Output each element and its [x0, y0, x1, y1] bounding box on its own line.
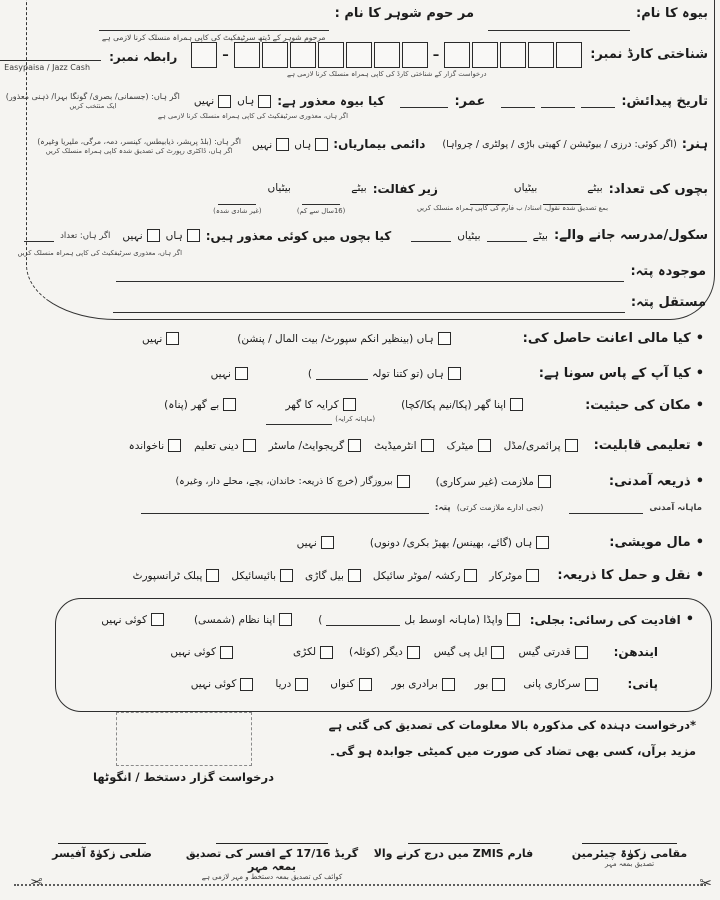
education-label: • تعلیمی قابلیت: — [593, 438, 691, 453]
scissors-icon: ✂ — [699, 874, 712, 892]
row-electricity — [101, 612, 694, 627]
cnic-dash: – — [222, 47, 229, 63]
water-well-checkbox[interactable] — [359, 678, 372, 691]
water-govt-checkbox[interactable] — [585, 678, 598, 691]
contact-label: رابطہ نمبر: — [109, 50, 178, 64]
fuel-gas-checkbox[interactable] — [575, 646, 588, 659]
age-label: عمر: — [454, 93, 486, 109]
income-job-label: ملازمت (غیر سرکاری) — [435, 475, 534, 488]
signatory-district-officer — [36, 843, 168, 860]
no-label: نہیں — [193, 95, 215, 107]
transport-bicycle-checkbox[interactable] — [280, 569, 293, 582]
verification-note-line2: مزید برآں، کسی بھی تضاد کی صورت میں کمیٹی جوابدہ ہو گی۔ — [329, 744, 696, 758]
dob-month-field[interactable] — [541, 95, 575, 108]
yes-label: ہاں — [294, 138, 312, 151]
signature-line[interactable] — [58, 843, 146, 844]
disease-yes-checkbox[interactable] — [315, 138, 328, 151]
row-skill-disease — [37, 137, 708, 155]
monthly-income-label: ماہانہ آمدنی — [649, 503, 702, 513]
row-livestock — [297, 535, 704, 550]
signatory-grade-officer — [172, 843, 372, 881]
signatory-local-chairman — [552, 843, 707, 868]
school-sons-field[interactable] — [487, 229, 527, 242]
edu-illiterate-label: ناخواندہ — [128, 439, 165, 452]
cnic-digit-cell[interactable] — [444, 42, 470, 68]
daughters-label: بیٹیاں — [267, 182, 291, 194]
disease-options: اگر ہاں: (بلڈ پریشر، ذیابیطس، کینسر، دمہ، مرگی، ملیریا وغیرہ) — [37, 137, 241, 146]
disease-note: اگر ہاں، ڈاکٹری رپورٹ کی تصدیق شدہ کاپی ہمراہ منسلک کریں — [45, 147, 233, 155]
aid-no-checkbox[interactable] — [166, 332, 179, 345]
edu-graduate-label: گریجوایٹ/ ماسٹر — [268, 439, 345, 452]
water-community-bore-checkbox[interactable] — [442, 678, 455, 691]
monthly-income-field[interactable] — [569, 501, 643, 514]
edu-religious-label: دینی تعلیم — [194, 439, 239, 452]
row-fuel — [170, 645, 658, 659]
row-school-disabled-children — [24, 228, 708, 243]
edu-primary-label: پرائمری/مڈل — [503, 439, 561, 452]
contact-field[interactable] — [0, 48, 101, 61]
fuel-none-label: کوئی نہیں — [170, 646, 217, 658]
livestock-yes-checkbox[interactable] — [536, 536, 549, 549]
house-own-label: اپنا گھر (پکا/نیم پکا/کچا) — [401, 398, 507, 411]
pick-one-note: ایک منتخب کریں — [69, 102, 117, 110]
husband-name-label: مر حوم شوہر کا نام : — [334, 6, 475, 21]
unmarried-note: (غیر شادی شدہ) — [213, 207, 262, 215]
edu-matric-checkbox[interactable] — [478, 439, 491, 452]
yes-label: ہاں — [237, 95, 255, 107]
water-govt-label: سرکاری پانی — [523, 678, 581, 690]
cnic-digit-cell[interactable] — [234, 42, 260, 68]
cnic-digit-cell[interactable] — [191, 42, 217, 68]
cnic-note: درخواست گزار کے شناختی کارڈ کی کاپی ہمراہ منسلک کرنا لازمی ہے — [286, 70, 487, 78]
water-bore-label: بور — [474, 678, 489, 690]
disease-label: دائمی بیماریاں: — [333, 137, 426, 151]
transport-car-label: موٹرکار — [489, 569, 523, 582]
school-daughters-field[interactable] — [411, 229, 451, 242]
dob-day-field[interactable] — [581, 95, 615, 108]
sons-label: بیٹے — [587, 182, 603, 194]
widow-name-label: بیوہ کا نام: — [636, 6, 708, 21]
cnic-digit-cell[interactable] — [402, 42, 428, 68]
house-homeless-checkbox[interactable] — [223, 398, 236, 411]
wallet-note: Easypaisa / Jazz Cash — [4, 63, 91, 72]
transport-car-checkbox[interactable] — [526, 569, 539, 582]
under16-note: (16سال سے کم) — [296, 207, 346, 215]
income-job-checkbox[interactable] — [538, 475, 551, 488]
income-address-field[interactable] — [141, 501, 429, 514]
electricity-wapda-checkbox[interactable] — [507, 613, 520, 626]
widow-disabled-options: اگر ہاں: (جسمانی/ بصری/ گونگا بہرا/ ذہنی معذور) — [5, 92, 180, 101]
daughters-label: بیٹیاں — [513, 182, 538, 194]
row-permanent-address — [113, 292, 706, 313]
transport-rickshaw-label: رکشہ /موٹر سائیکل — [372, 569, 461, 582]
electricity-none-label: کوئی نہیں — [101, 613, 147, 626]
utilities-label: • افادیت کی رسائی: — [568, 612, 681, 627]
water-label: پانی: — [627, 677, 658, 691]
cnic-digit-cell[interactable] — [346, 42, 372, 68]
children-label: بچوں کی تعداد: — [608, 182, 708, 197]
livestock-no-label: نہیں — [296, 536, 317, 549]
aid-yes-label: ہاں (بینظیر انکم سپورٹ/ بیت المال / پنشن) — [237, 332, 434, 345]
scissors-icon: ✂ — [30, 873, 43, 891]
signature-line[interactable] — [408, 843, 500, 844]
gold-yes-label: ہاں (تو کتنا تولہ — [372, 367, 444, 380]
cnic-digit-cell[interactable] — [374, 42, 400, 68]
row-gold — [211, 366, 704, 381]
cnic-digit-cell[interactable] — [556, 42, 582, 68]
widow-disabled-note: اگر ہاں، معذوری سرٹیفکیٹ کی کاپی ہمراہ منسلک کرنا لازمی ہے — [157, 112, 348, 120]
gold-label: • کیا آپ کے پاس سونا ہے: — [538, 366, 691, 381]
cnic-dash: – — [432, 47, 440, 63]
row-income-source — [175, 474, 704, 489]
widow-disabled-no-checkbox[interactable] — [218, 95, 231, 108]
signatory-label: فارم ZMIS میں درج کرنے والا — [373, 847, 534, 860]
sons-label: بیٹے — [532, 229, 548, 242]
edu-intermediate-checkbox[interactable] — [421, 439, 434, 452]
rent-amount-field[interactable] — [266, 412, 332, 425]
no-label: نہیں — [251, 138, 273, 151]
water-none-label: کوئی نہیں — [190, 678, 237, 690]
cnic-digit-cell[interactable] — [528, 42, 554, 68]
paren-close: ) — [318, 613, 323, 626]
house-own-checkbox[interactable] — [510, 398, 523, 411]
widow-disabled-label: کیا بیوہ معذور ہے: — [277, 94, 385, 108]
electricity-solar-checkbox[interactable] — [279, 613, 292, 626]
edu-primary-checkbox[interactable] — [565, 439, 578, 452]
current-address-field[interactable] — [116, 269, 624, 282]
income-address-label: پتہ: — [434, 502, 451, 513]
fuel-wood-label: لکڑی — [293, 646, 317, 658]
dob-label: تاریخ پیدائش: — [621, 93, 708, 109]
cnic-digit-cell[interactable] — [318, 42, 344, 68]
row-transport — [133, 568, 704, 583]
signature-line[interactable] — [216, 843, 328, 844]
water-river-checkbox[interactable] — [295, 678, 308, 691]
livestock-no-checkbox[interactable] — [321, 536, 334, 549]
fuel-wood-checkbox[interactable] — [320, 646, 333, 659]
transport-cart-checkbox[interactable] — [348, 569, 361, 582]
electricity-bill-field[interactable] — [326, 613, 400, 626]
fuel-coal-checkbox[interactable] — [407, 646, 420, 659]
water-river-label: دریا — [275, 678, 292, 690]
skill-label: ہنر: — [681, 137, 708, 152]
fuel-lpg-label: ایل پی گیس — [433, 646, 488, 658]
aid-yes-checkbox[interactable] — [438, 332, 451, 345]
children-disabled-no-checkbox[interactable] — [147, 229, 160, 242]
children-disabled-yes-checkbox[interactable] — [187, 229, 200, 242]
income-unemployed-checkbox[interactable] — [397, 475, 410, 488]
electricity-solar-label: اپنا نظام (شمسی) — [193, 613, 276, 626]
sons-label: بیٹے — [351, 182, 367, 194]
row-current-address — [116, 261, 706, 282]
children-disabled-count-field[interactable] — [24, 229, 54, 242]
applicant-signature-label: درخواست گزار دستخط / انگوٹھا — [93, 770, 274, 784]
cnic-digit-cell[interactable] — [500, 42, 526, 68]
children-disabled-label: کیا بچوں میں کوئی معذور ہیں: — [205, 228, 392, 243]
transport-label: • نقل و حمل کا ذریعہ: — [557, 568, 691, 583]
row-house-status — [164, 398, 704, 425]
rent-amount-note: (ماہانہ کرایہ) — [335, 414, 376, 423]
signatory-sub: تصدیق بمعہ مہر — [604, 860, 655, 868]
house-rent-label: کرایہ کا گھر — [285, 398, 339, 411]
edu-intermediate-label: انٹرمیڈیٹ — [374, 439, 417, 452]
signatory-label: گریڈ 17/16 کے افسر کی تصدیق بمعہ مہر — [185, 847, 359, 873]
row-dob-disability — [6, 92, 708, 110]
permanent-address-field[interactable] — [113, 300, 625, 313]
fuel-coal-label: دیگر (کوئلہ) — [349, 646, 403, 658]
edu-illiterate-checkbox[interactable] — [168, 439, 181, 452]
widow-name-field[interactable] — [488, 18, 630, 31]
paren-close: ) — [307, 367, 313, 380]
row-names — [99, 6, 708, 42]
cnic-boxes — [191, 42, 582, 68]
signature-line[interactable] — [582, 843, 677, 844]
dependents-label: زیر کفالت: — [372, 182, 438, 196]
livestock-label: • مال مویشی: — [609, 535, 691, 550]
signatory-label: ضلعی زکوٰۃ آفیسر — [52, 847, 152, 860]
row-cnic-contact — [0, 42, 708, 78]
house-homeless-label: بے گھر (پناہ) — [164, 398, 220, 411]
electricity-none-checkbox[interactable] — [151, 613, 164, 626]
row-financial-aid — [142, 331, 704, 346]
edu-matric-label: میٹرک — [446, 439, 474, 452]
row-water — [191, 677, 658, 691]
cnic-digit-cell[interactable] — [262, 42, 288, 68]
fuel-gas-label: قدرتی گیس — [518, 646, 571, 658]
fuel-none-checkbox[interactable] — [220, 646, 233, 659]
income-unemployed-label: بیروزگار (خرچ کا ذریعہ: خاندان، بچے، محلے دار، وغیرہ) — [175, 476, 393, 487]
aid-no-label: نہیں — [142, 332, 163, 345]
signatory-zmis-entry — [372, 843, 535, 860]
gold-no-label: نہیں — [210, 367, 231, 380]
signatory-label: مقامی زکوٰۃ چیئرمین — [571, 847, 688, 860]
edu-religious-checkbox[interactable] — [243, 439, 256, 452]
permanent-address-label: مستقل پتہ: — [630, 295, 706, 310]
husband-note: مرحوم شوہر کے ڈیتھ سرٹیفکیٹ کی کاپی ہمراہ منسلک کرنا لازمی ہے — [101, 33, 326, 42]
transport-bicycle-label: بائیسائیکل — [231, 569, 276, 582]
gold-no-checkbox[interactable] — [235, 367, 248, 380]
school-label: سکول/مدرسہ جانے والے: — [553, 228, 708, 243]
transport-public-checkbox[interactable] — [206, 569, 219, 582]
verification-note-line1: *درخواست دہندہ کی مذکورہ بالا معلومات کی تصدیق کی گئی ہے — [328, 718, 696, 732]
water-well-label: کنواں — [330, 678, 355, 690]
transport-public-label: پبلک ٹرانسپورٹ — [132, 569, 203, 582]
signatory-sub: کوائف کی تصدیق بمعہ دستخط و مہر لازمی ہے — [201, 873, 343, 881]
husband-name-field[interactable] — [99, 18, 329, 31]
aid-label: • کیا مالی اعانت حاصل کی: — [522, 331, 691, 346]
fuel-label: ایندھن: — [613, 645, 658, 659]
water-community-bore-label: برادری بور — [391, 678, 438, 690]
row-education — [129, 438, 704, 453]
skill-options: (اگر کوئی: درزی / بیوٹیشن / کھیتی باڑی / پولٹری / چرواہا) — [442, 139, 677, 150]
monthly-income-note: (نجی ادارے ملازمت کرتی) — [456, 503, 544, 512]
cnic-label: شناختی کارڈ نمبر: — [590, 47, 708, 62]
cnic-digit-cell[interactable] — [472, 42, 498, 68]
applicant-signature-box[interactable] — [116, 712, 252, 766]
daughters-label: بیٹیاں — [457, 229, 481, 242]
gold-yes-checkbox[interactable] — [448, 367, 461, 380]
children-disabled-count-label: اگر ہاں: تعداد — [60, 231, 111, 241]
dob-year-field[interactable] — [501, 95, 535, 108]
dependents-daughters-field[interactable] — [218, 192, 256, 205]
edu-graduate-checkbox[interactable] — [348, 439, 361, 452]
widow-disabled-yes-checkbox[interactable] — [258, 95, 271, 108]
no-label: نہیں — [122, 229, 143, 242]
water-none-checkbox[interactable] — [240, 678, 253, 691]
row-monthly-income — [141, 501, 702, 514]
transport-cart-label: بیل گاڑی — [305, 569, 344, 582]
yes-label: ہاں — [165, 229, 183, 242]
electricity-label: بجلی: — [529, 612, 565, 627]
fuel-lpg-checkbox[interactable] — [491, 646, 504, 659]
current-address-label: موجودہ پتہ: — [630, 264, 706, 279]
income-label: • ذریعہ آمدنی: — [608, 474, 691, 489]
gold-tola-field[interactable] — [316, 367, 368, 380]
electricity-wapda-label: واپڈا (ماہانہ اوسط بل — [404, 613, 503, 626]
age-field[interactable] — [400, 95, 448, 108]
water-bore-checkbox[interactable] — [492, 678, 505, 691]
livestock-yes-label: ہاں (گائے، بھینس/ بھیڑ بکری/ دونوں) — [369, 536, 533, 549]
cut-line — [14, 884, 706, 886]
dependents-sons-field[interactable] — [302, 192, 340, 205]
cnic-digit-cell[interactable] — [290, 42, 316, 68]
transport-rickshaw-checkbox[interactable] — [464, 569, 477, 582]
house-rent-checkbox[interactable] — [343, 398, 356, 411]
house-label: • مکان کی حیثیت: — [585, 398, 691, 413]
children-note: بمع تصدیق شدہ نقول، اسناد/ ب فارم کی کاپی ہمراہ منسلک کریں — [416, 204, 608, 212]
children-disabled-note: اگر ہاں، معذوری سرٹیفکیٹ کی کاپی ہمراہ منسلک کریں — [17, 249, 182, 257]
disease-no-checkbox[interactable] — [276, 138, 289, 151]
